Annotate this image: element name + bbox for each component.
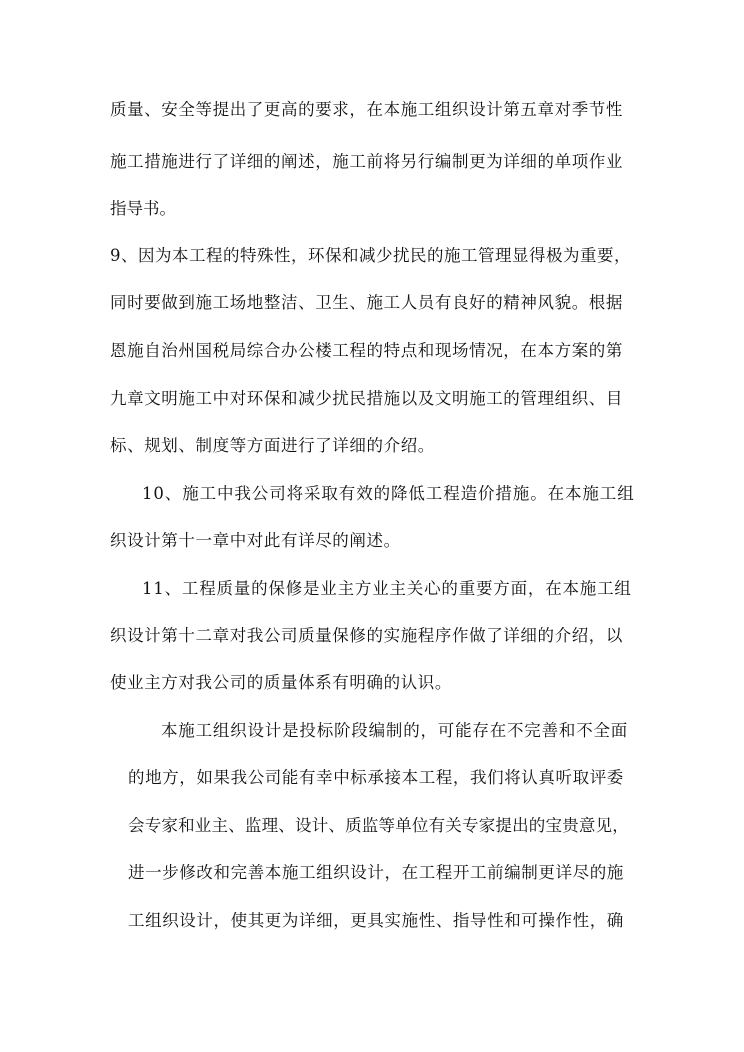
paragraph-2-line-2: 同时要做到施工场地整洁、卫生、施工人员有良好的精神风貌。根据 [110, 293, 623, 312]
paragraph-5-line-3: 会专家和业主、监理、设计、质监等单位有关专家提出的宝贵意见， [128, 816, 629, 835]
paragraph-2-line-5: 标、规划、制度等方面进行了详细的介绍。 [110, 436, 435, 455]
paragraph-5-line-2: 的地方，如果我公司能有幸中标承接本工程，我们将认真听取评委 [128, 768, 624, 787]
paragraph-3-line-2: 织设计第十一章中对此有详尽的阐述。 [110, 531, 401, 550]
paragraph-5-line-1: 本施工组织设计是投标阶段编制的，可能存在不完善和不全面 [161, 721, 629, 740]
paragraph-4-line-2: 织设计第十二章对我公司质量保修的实施程序作做了详细的介绍，以 [110, 626, 623, 645]
paragraph-5-line-4: 进一步修改和完善本施工组织设计，在工程开工前编制更详尽的施 [128, 863, 624, 882]
paragraph-4-line-3: 使业主方对我公司的质量体系有明确的认识。 [110, 673, 452, 692]
paragraph-4-line-1: 11、工程质量的保修是业主方业主关心的重要方面，在本施工组 [142, 579, 632, 598]
paragraph-2-line-4: 九章文明施工中对环保和减少扰民措施以及文明施工的管理组织、目 [110, 389, 623, 408]
paragraph-2-line-1: 9、因为本工程的特殊性，环保和减少扰民的施工管理显得极为重要， [110, 246, 631, 265]
paragraph-5-line-5: 工组织设计，使其更为详细，更具实施性、指导性和可操作性，确 [128, 911, 624, 930]
paragraph-2-line-3: 恩施自治州国税局综合办公楼工程的特点和现场情况，在本方案的第 [110, 341, 623, 360]
paragraph-1-line-2: 施工措施进行了详细的阐述，施工前将另行编制更为详细的单项作业 [110, 152, 623, 171]
paragraph-1-line-1: 质量、安全等提出了更高的要求，在本施工组织设计第五章对季节性 [110, 100, 623, 119]
paragraph-1-line-3: 指导书。 [110, 199, 176, 218]
paragraph-3-line-1: 10、施工中我公司将采取有效的降低工程造价措施。在本施工组 [142, 484, 635, 503]
